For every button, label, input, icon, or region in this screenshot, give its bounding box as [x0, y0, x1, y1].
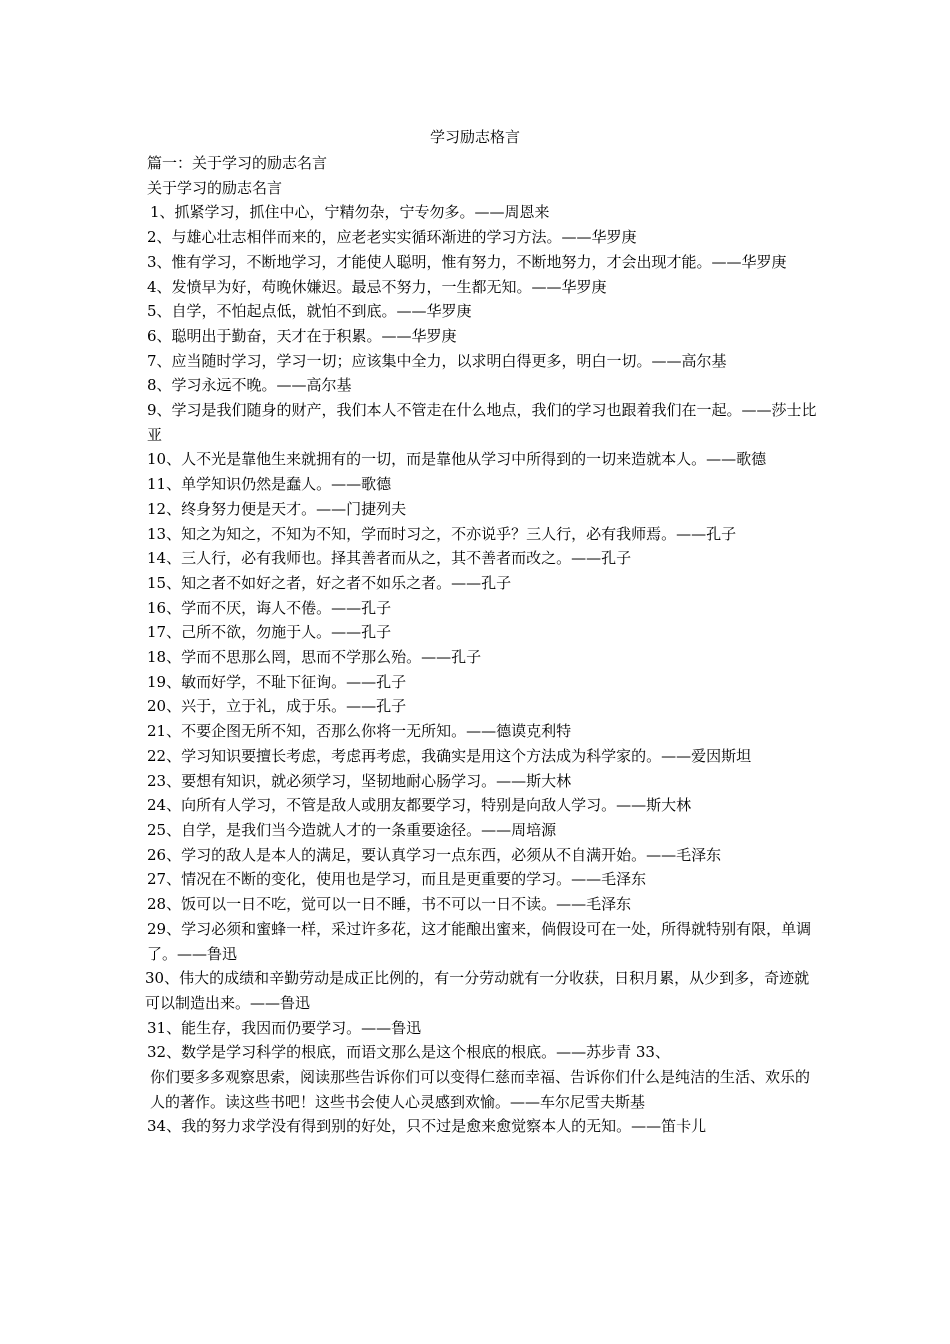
quote-item: 4、发愤早为好，苟晚休嫌迟。最忌不努力，一生都无知。——华罗庚 [147, 277, 607, 296]
quote-item: 22、学习知识要擅长考虑，考虑再考虑，我确实是用这个方法成为科学家的。——爱因斯坦 [147, 746, 752, 765]
section-heading: 篇一：关于学习的励志名言 [147, 154, 328, 172]
quote-item: 8、学习永远不晚。——高尔基 [147, 376, 352, 395]
quote-item: 13、知之为知之，不知为不知，学而时习之，不亦说乎？三人行，必有我师焉。——孔子 [147, 524, 737, 543]
quote-item: 12、终身努力便是天才。——门捷列夫 [147, 499, 407, 518]
quote-item: 19、敏而好学，不耻下征询。——孔子 [147, 672, 407, 691]
quote-item: 25、自学，是我们当今造就人才的一条重要途径。——周培源 [147, 820, 557, 839]
quote-item: 10、人不光是靠他生来就拥有的一切，而是靠他从学习中所得到的一切来造就本人。——歌德 [147, 450, 767, 469]
quote-item: 7、应当随时学习，学习一切；应该集中全力，以求明白得更多，明白一切。——高尔基 [147, 351, 727, 370]
quote-item: 1、抓紧学习，抓住中心，宁精勿杂，宁专勿多。——周恩来 [150, 203, 550, 222]
quote-item: 26、学习的敌人是本人的满足，要认真学习一点东西，必须从不自满开始。——毛泽东 [147, 845, 722, 864]
quote-item: 16、学而不厌，诲人不倦。——孔子 [147, 598, 392, 617]
quote-item: 11、单学知识仍然是蠢人。——歌德 [147, 475, 392, 494]
quote-item: 3、惟有学习，不断地学习，才能使人聪明，惟有努力，不断地努力，才会出现才能。——华罗庚 [147, 252, 787, 271]
quote-item: 你们要多多观察思索，阅读那些告诉你们可以变得仁慈而幸福、告诉你们什么是纯洁的生活、欢乐的人的著作。读这些书吧！这些书会使人心灵感到欢愉。——车尔尼雪夫斯基 [150, 1068, 811, 1111]
quote-item: 32、数学是学习科学的根底，而语文那么是这个根底的根底。——苏步青 33、 [147, 1043, 670, 1062]
quote-item: 29、学习必须和蜜蜂一样，采过许多花，这才能酿出蜜来，倘假设可在一处，所得就特别有限，单调了。——鲁迅 [147, 919, 812, 963]
quote-item: 23、要想有知识，就必须学习，坚韧地耐心肠学习。——斯大林 [147, 771, 572, 790]
quote-item: 34、我的努力求学没有得到别的好处，只不过是愈来愈觉察本人的无知。——笛卡儿 [147, 1117, 707, 1136]
quote-item: 30、伟大的成绩和辛勤劳动是成正比例的，有一分劳动就有一分收获，日积月累，从少到多，奇迹就可以制造出来。——鲁迅 [145, 969, 810, 1012]
quote-item: 31、能生存，我因而仍要学习。——鲁迅 [147, 1018, 422, 1037]
quote-item: 24、向所有人学习，不管是敌人或朋友都要学习，特别是向敌人学习。——斯大林 [147, 796, 692, 815]
quote-item: 9、学习是我们随身的财产，我们本人不管走在什么地点，我们的学习也跟着我们在一起。——莎士比亚 [147, 401, 817, 444]
quote-item: 18、学而不思那么罔，思而不学那么殆。——孔子 [147, 648, 482, 667]
document-title: 学习励志格言 [429, 128, 520, 146]
quote-item: 6、聪明出于勤奋，天才在于积累。——华罗庚 [147, 326, 457, 345]
quote-item: 28、饭可以一日不吃，觉可以一日不睡，书不可以一日不读。——毛泽东 [147, 895, 632, 914]
quote-item: 2、与雄心壮志相伴而来的，应老老实实循环渐进的学习方法。——华罗庚 [147, 228, 637, 247]
quote-item: 27、情况在不断的变化，使用也是学习，而且是更重要的学习。——毛泽东 [147, 870, 647, 889]
quote-item: 21、不要企图无所不知，否那么你将一无所知。——德谟克利特 [147, 722, 572, 741]
quote-item: 15、知之者不如好之者，好之者不如乐之者。——孔子 [147, 573, 512, 592]
quote-item: 5、自学，不怕起点低，就怕不到底。——华罗庚 [147, 302, 472, 321]
quote-item: 14、三人行，必有我师也。择其善者而从之，其不善者而改之。——孔子 [147, 549, 632, 568]
quote-item: 17、己所不欲，勿施于人。——孔子 [147, 623, 392, 642]
quote-item: 20、兴于，立于礼，成于乐。——孔子 [147, 697, 407, 716]
subheading: 关于学习的励志名言 [147, 178, 283, 197]
document-body [145, 151, 817, 1139]
